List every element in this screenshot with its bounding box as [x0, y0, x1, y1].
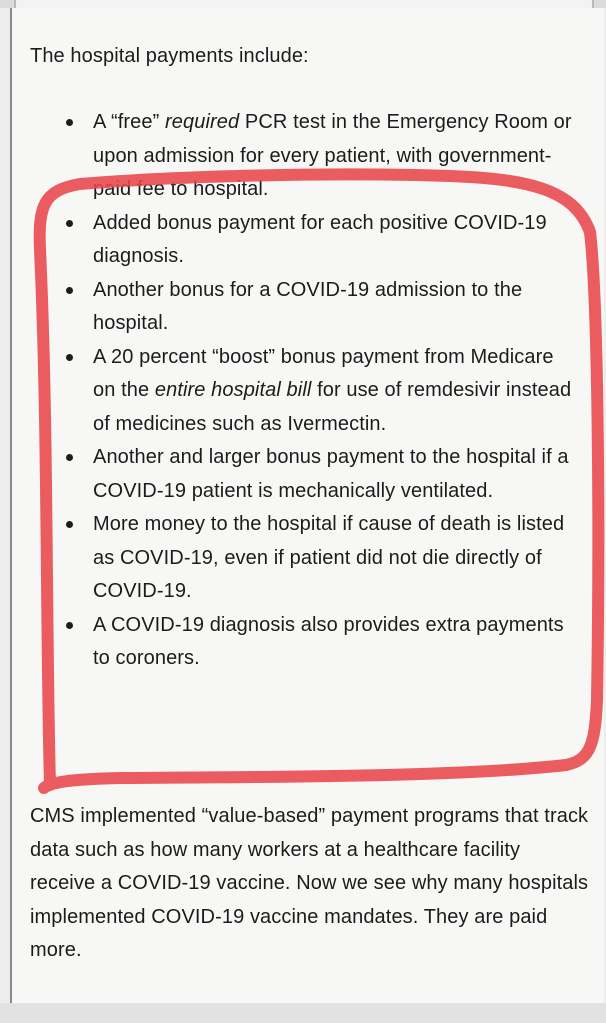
closing-paragraph: CMS implemented “value-based” payment programs that track data such as how many workers at a healthcare facility receive a COVID-19 vaccine. Now we see why many hospitals implemented COVID-19 vaccine mandates. They are paid more. [30, 805, 589, 961]
payment-item [58, 609, 578, 676]
intro-paragraph: The hospital payments include: [30, 45, 309, 67]
emphasis-text: entire hospital bill [154, 379, 312, 401]
payment-item [58, 441, 578, 508]
payment-item [58, 207, 578, 274]
payment-item [58, 274, 578, 341]
item-text: More money to the hospital if cause of death is listed as COVID-19, even if patient did not die directly of COVID-19. [93, 513, 565, 602]
payment-item [58, 508, 578, 609]
item-text: A “free” [93, 111, 166, 133]
item-text: A 20 percent “boost” bonus payment from Medicare on the [93, 345, 554, 401]
item-text: Another and larger bonus payment to the hospital if a COVID-19 patient is mechanically ventilated. [93, 446, 569, 502]
payment-item [58, 106, 578, 207]
emphasis-text: required [165, 111, 240, 133]
item-text: A COVID-19 diagnosis also provides extra payments to coroners. [93, 613, 564, 669]
bottom-edge [0, 1003, 606, 1023]
payment-item [58, 341, 578, 442]
payments-list [58, 106, 578, 676]
item-text: Added bonus payment for each positive COVID-19 diagnosis. [93, 211, 547, 267]
item-text: Another bonus for a COVID-19 admission to the hospital. [93, 278, 523, 334]
item-text: for use of remdesivir instead of medicines such as Ivermectin. [93, 379, 572, 435]
item-text: PCR test in the Emergency Room or upon admission for every patient, with government-paid fee to hospital. [93, 111, 572, 200]
